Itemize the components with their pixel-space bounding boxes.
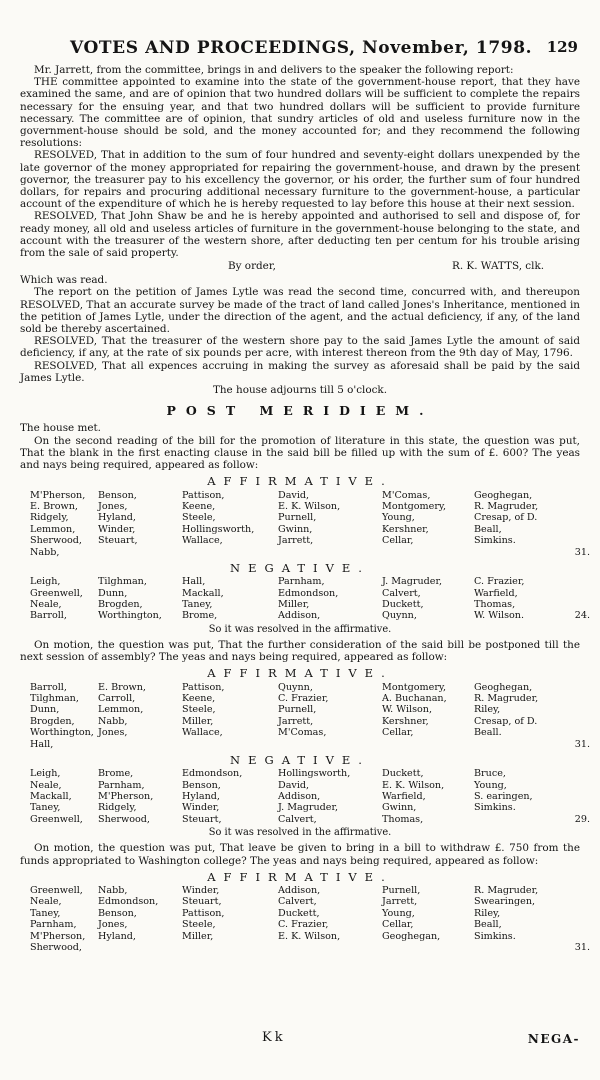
resolution-note: So it was resolved in the affirmative. <box>208 827 392 839</box>
member-name: C. Frazier, <box>278 919 329 931</box>
member-name: Thomas, <box>382 813 424 825</box>
member-name: Carroll, <box>98 692 136 704</box>
member-name: Neale, <box>30 779 62 791</box>
member-name <box>474 547 566 558</box>
member-name: Hall, <box>182 576 206 588</box>
member-name: E. K. Wilson, <box>278 930 341 942</box>
member-name: C. Frazier, <box>474 576 525 588</box>
vote-total-spacer <box>566 885 590 896</box>
member-name: Brome, <box>182 610 218 622</box>
member-name: E. K. Wilson, <box>278 500 341 512</box>
paragraph: On motion, the question was put, That leave be given to bring in a bill to withdraw £. 750 from the funds appropriated to Washington college? The yeas and nays being required, appeared as follow: <box>20 842 580 867</box>
member-name: S. earingen, <box>474 791 533 803</box>
member-name: Worthington, <box>30 727 94 739</box>
vote-total-spacer <box>566 802 590 813</box>
member-name: Hollingsworth, <box>182 523 255 535</box>
member-name: Miller, <box>182 715 214 727</box>
member-name <box>382 739 474 750</box>
member-name: Edmondson, <box>182 768 243 780</box>
vote-total-spacer <box>566 716 590 727</box>
member-name: Warfield, <box>382 791 426 803</box>
member-name: David, <box>278 779 310 791</box>
signature-mark: Kk <box>262 1030 286 1045</box>
paragraph: RESOLVED, That in addition to the sum of four hundred and seventy-eight dollars unexpended by the late governor of the money appropriated for repairing the government-house, and drawn by the present governor, the treasurer pay to his excellency the governor, or his order, the further sum of four hundred dollars, for repairs and procuring additional necessary furniture to the government-house, a particular account of the expenditure of which he is hereby requested to lay before this house at their next session. <box>20 149 580 211</box>
vote-total: 29. <box>574 813 590 825</box>
member-name: Calvert, <box>278 896 317 908</box>
member-name: Parnham, <box>98 779 145 791</box>
member-name: Edmondson, <box>278 587 339 599</box>
vote-total-spacer <box>566 501 590 512</box>
vote-total-spacer <box>566 535 590 546</box>
member-name: Montgomery, <box>382 500 447 512</box>
vote-total-spacer <box>566 768 590 779</box>
member-name: Thomas, <box>474 598 516 610</box>
member-name: Taney, <box>30 907 61 919</box>
member-name: Benson, <box>98 489 137 501</box>
member-name: Pattison, <box>182 681 225 693</box>
member-name: C. Frazier, <box>278 692 329 704</box>
member-name: Taney, <box>30 802 61 814</box>
member-name: J. Magruder, <box>278 802 339 814</box>
negative-heading: NEGATIVE. <box>230 753 370 768</box>
member-name: R. Magruder, <box>474 500 539 512</box>
paragraph: Which was read. <box>20 274 108 287</box>
document-body <box>20 64 590 956</box>
member-name: E. Brown, <box>30 500 78 512</box>
member-name: Duckett, <box>382 598 424 610</box>
member-name: Cresap, of D. <box>474 715 538 727</box>
member-name: Parnham, <box>278 576 325 588</box>
member-name: Sherwood, <box>30 535 82 547</box>
member-name: Gwinn, <box>278 523 313 535</box>
member-name <box>382 547 474 558</box>
member-name: Tilghman, <box>30 692 79 704</box>
member-name: Mackall, <box>182 587 224 599</box>
member-name: Ridgely, <box>98 802 137 814</box>
paragraph: RESOLVED, That the treasurer of the western shore pay to the said James Lytle the amount of said deficiency, if any, at the rate of six pounds per acre, with interest thereon from the 9th day of May, 1796. <box>20 335 580 360</box>
member-name: Steele, <box>182 704 216 716</box>
member-name: M'Comas, <box>278 727 327 739</box>
member-name: Bruce, <box>474 768 506 780</box>
paragraph: The report on the petition of James Lytle was read the second time, concurred with, and thereupon RESOLVED, That an accurate survey be made of the tract of land called Jones's Inheritance, mentioned in the petition of James Lytle, under the direction of the agent, and the actual deficiency, if any, of the land sold be thereby ascertained. <box>20 286 580 336</box>
adjournment-note: The house adjourns till 5 o'clock. <box>212 384 388 397</box>
member-name: Calvert, <box>382 587 421 599</box>
member-name: Beall. <box>474 727 502 739</box>
member-name: Pattison, <box>182 489 225 501</box>
member-name: W. Wilson. <box>474 610 525 622</box>
paragraph: Mr. Jarrett, from the committee, brings in and delivers to the speaker the following report: <box>34 64 514 76</box>
member-name: Cellar, <box>382 535 414 547</box>
member-name: Hyland, <box>98 512 136 524</box>
member-name: Kershner, <box>382 715 429 727</box>
member-name: Neale, <box>30 598 62 610</box>
member-name: Greenwell, <box>30 813 83 825</box>
member-name <box>182 547 278 558</box>
member-name: Parnham, <box>30 919 77 931</box>
member-name <box>98 739 182 750</box>
member-name: Young, <box>474 779 507 791</box>
member-name: Steele, <box>182 512 216 524</box>
vote-total-spacer <box>566 693 590 704</box>
vote-total: 31. <box>574 942 590 954</box>
member-name: Nabb, <box>30 546 60 558</box>
member-name: Mackall, <box>30 791 72 803</box>
member-name <box>278 942 382 953</box>
member-name: Greenwell, <box>30 885 83 897</box>
member-name: Hyland, <box>182 791 220 803</box>
member-name: Geoghegan, <box>474 681 533 693</box>
paragraph: The house met. <box>20 422 101 435</box>
member-name: Cellar, <box>382 727 414 739</box>
member-name: Quynn, <box>382 610 417 622</box>
member-name: Simkins. <box>474 535 516 547</box>
member-name: Greenwell, <box>30 587 83 599</box>
affirmative-heading: AFFIRMATIVE. <box>207 869 393 884</box>
member-name: E. K. Wilson, <box>382 779 445 791</box>
member-name: Steuart, <box>182 813 222 825</box>
member-name: Wallace, <box>182 727 223 739</box>
member-name: Benson, <box>98 907 137 919</box>
member-name: Riley, <box>474 704 501 716</box>
vote-grid <box>30 681 590 750</box>
member-name: R. Magruder, <box>474 692 539 704</box>
vote-total: 31. <box>574 738 590 750</box>
member-name: Simkins. <box>474 930 516 942</box>
member-name: Addison, <box>278 885 321 897</box>
member-name <box>98 547 182 558</box>
affirmative-heading: AFFIRMATIVE. <box>207 666 393 681</box>
member-name: E. Brown, <box>98 681 146 693</box>
vote-total-spacer <box>566 599 590 610</box>
member-name: Geoghegan, <box>382 930 441 942</box>
member-name: Swearingen, <box>474 896 536 908</box>
vote-total-spacer <box>566 727 590 738</box>
member-name: Benson, <box>182 779 221 791</box>
member-name: Wallace, <box>182 535 223 547</box>
member-name: Simkins. <box>474 802 516 814</box>
resolution-note: So it was resolved in the affirmative. <box>208 623 392 635</box>
vote-total-spacer <box>566 908 590 919</box>
member-name: Gwinn, <box>382 802 417 814</box>
catchword: NEGA- <box>527 1032 580 1046</box>
vote-total-spacer <box>566 576 590 587</box>
member-name: Brogden, <box>30 715 75 727</box>
member-name: M'Pherson, <box>30 489 86 501</box>
clerk-signature: R. K. WATTS, clk. <box>452 260 545 273</box>
member-name <box>278 739 382 750</box>
member-name: Jarrett, <box>278 535 314 547</box>
member-name: Brome, <box>98 768 134 780</box>
member-name: Hall, <box>30 738 54 750</box>
member-name: Young, <box>382 907 415 919</box>
member-name: Hollingsworth, <box>278 768 351 780</box>
affirmative-heading: AFFIRMATIVE. <box>207 474 393 489</box>
vote-total-spacer <box>566 780 590 791</box>
vote-grid <box>30 768 590 825</box>
member-name: Taney, <box>182 598 213 610</box>
by-order-line <box>20 260 580 274</box>
member-name: Dunn, <box>98 587 128 599</box>
member-name: Duckett, <box>278 907 320 919</box>
member-name: Addison, <box>278 610 321 622</box>
vote-total-spacer <box>566 919 590 930</box>
member-name: Sherwood, <box>98 813 150 825</box>
vote-total: 31. <box>574 546 590 558</box>
member-name: Edmondson, <box>98 896 159 908</box>
member-name: Cresap, of D. <box>474 512 538 524</box>
member-name: Jones, <box>98 919 128 931</box>
vote-total-spacer <box>566 490 590 501</box>
page-footer <box>0 1030 600 1054</box>
member-name: Steuart, <box>98 535 138 547</box>
member-name: Tilghman, <box>98 576 147 588</box>
member-name: Dunn, <box>30 704 60 716</box>
member-name: J. Magruder, <box>382 576 443 588</box>
member-name: Barroll, <box>30 681 67 693</box>
member-name: Beall, <box>474 919 502 931</box>
section-heading-post-meridiem: POST MERIDIEM. <box>166 403 434 419</box>
vote-total-spacer <box>566 588 590 599</box>
vote-total-spacer <box>566 704 590 715</box>
member-name: Warfield, <box>474 587 518 599</box>
member-name: Miller, <box>278 598 310 610</box>
member-name: M'Comas, <box>382 489 431 501</box>
vote-total-spacer <box>566 896 590 907</box>
member-name: Pattison, <box>182 907 225 919</box>
page-title: VOTES AND PROCEEDINGS, November, 1798. <box>70 38 533 58</box>
member-name: Purnell, <box>382 885 421 897</box>
negative-heading: NEGATIVE. <box>230 560 370 575</box>
paragraph: RESOLVED, That all expences accruing in making the survey as aforesaid shall be paid by the said James Lytle. <box>20 359 580 384</box>
by-order-text: By order, <box>228 260 276 273</box>
member-name: M'Pherson, <box>30 930 86 942</box>
member-name: Miller, <box>182 930 214 942</box>
member-name: Keene, <box>182 500 216 512</box>
member-name: Duckett, <box>382 768 424 780</box>
member-name: Geoghegan, <box>474 489 533 501</box>
member-name <box>474 942 566 953</box>
vote-total-spacer <box>566 791 590 802</box>
member-name: Steele, <box>182 919 216 931</box>
member-name <box>474 814 566 825</box>
member-name: Purnell, <box>278 704 317 716</box>
vote-total-spacer <box>566 931 590 942</box>
member-name: Jarrett, <box>382 896 418 908</box>
member-name: Winder, <box>182 802 220 814</box>
member-name: Winder, <box>98 523 136 535</box>
member-name: Jones, <box>98 727 128 739</box>
member-name: R. Magruder, <box>474 885 539 897</box>
member-name <box>382 942 474 953</box>
running-header <box>70 38 578 60</box>
member-name: Leigh, <box>30 576 61 588</box>
member-name: Worthington, <box>98 610 162 622</box>
vote-grid <box>30 489 590 558</box>
vote-grid <box>30 885 590 954</box>
member-name <box>182 942 278 953</box>
member-name: Riley, <box>474 907 501 919</box>
member-name: Calvert, <box>278 813 317 825</box>
member-name: Jones, <box>98 500 128 512</box>
vote-grid <box>30 576 590 622</box>
member-name: Montgomery, <box>382 681 447 693</box>
paragraph: On motion, the question was put, That the further consideration of the said bill be postponed till the next session of assembly? The yeas and nays being required, appeared as follow: <box>20 638 580 664</box>
member-name: M'Pherson, <box>98 791 154 803</box>
paragraph: RESOLVED, That John Shaw be and he is hereby appointed and authorised to sell and dispose of, for ready money, all old and useless articles of furniture in the government-house belonging to the state, and account with the treasurer of the western shore, after deducting ten per centum for his trouble arising from the sale of said property. <box>20 210 580 260</box>
member-name: W. Wilson, <box>382 704 433 716</box>
member-name: Leigh, <box>30 768 61 780</box>
member-name: Sherwood, <box>30 942 82 954</box>
member-name <box>278 547 382 558</box>
vote-total-spacer <box>566 524 590 535</box>
vote-total: 24. <box>574 610 590 622</box>
member-name: Quynn, <box>278 681 313 693</box>
paragraph: On the second reading of the bill for the promotion of literature in this state, the question was put, That the blank in the first enacting clause in the said bill be filled up with the sum of £. 600? The yeas and nays being required, appeared as follow: <box>20 434 580 472</box>
page-number: 129 <box>546 38 578 56</box>
paragraph: THE committee appointed to examine into the state of the government-house report, that they have examined the same, and are of opinion that two hundred dollars will be sufficient to complete the repairs necessary for the ensuing year, and that two hundred dollars will be sufficient to provide furniture necessary. The committee are of opinion, that sundry articles of old and useless furniture now in the government-house should be sold, and the money accounted for; and they recommend the following resolutions: <box>20 76 580 150</box>
member-name: Hyland, <box>98 930 136 942</box>
member-name: Steuart, <box>182 896 222 908</box>
member-name: Cellar, <box>382 919 414 931</box>
member-name: Addison, <box>278 791 321 803</box>
member-name: Purnell, <box>278 512 317 524</box>
member-name: David, <box>278 489 310 501</box>
member-name: Ridgely, <box>30 512 69 524</box>
member-name <box>98 942 182 953</box>
member-name: Nabb, <box>98 885 128 897</box>
member-name: Beall, <box>474 523 502 535</box>
member-name: Lemmon, <box>98 704 144 716</box>
member-name: Keene, <box>182 692 216 704</box>
member-name: Lemmon, <box>30 523 76 535</box>
member-name: Nabb, <box>98 715 128 727</box>
member-name: Brogden, <box>98 598 143 610</box>
member-name: A. Buchanan, <box>382 692 447 704</box>
member-name <box>182 739 278 750</box>
member-name: Kershner, <box>382 523 429 535</box>
member-name: Neale, <box>30 896 62 908</box>
member-name: Barroll, <box>30 610 67 622</box>
vote-total-spacer <box>566 512 590 523</box>
vote-total-spacer <box>566 682 590 693</box>
member-name: Jarrett, <box>278 715 314 727</box>
member-name: Young, <box>382 512 415 524</box>
member-name <box>474 739 566 750</box>
member-name: Winder, <box>182 885 220 897</box>
